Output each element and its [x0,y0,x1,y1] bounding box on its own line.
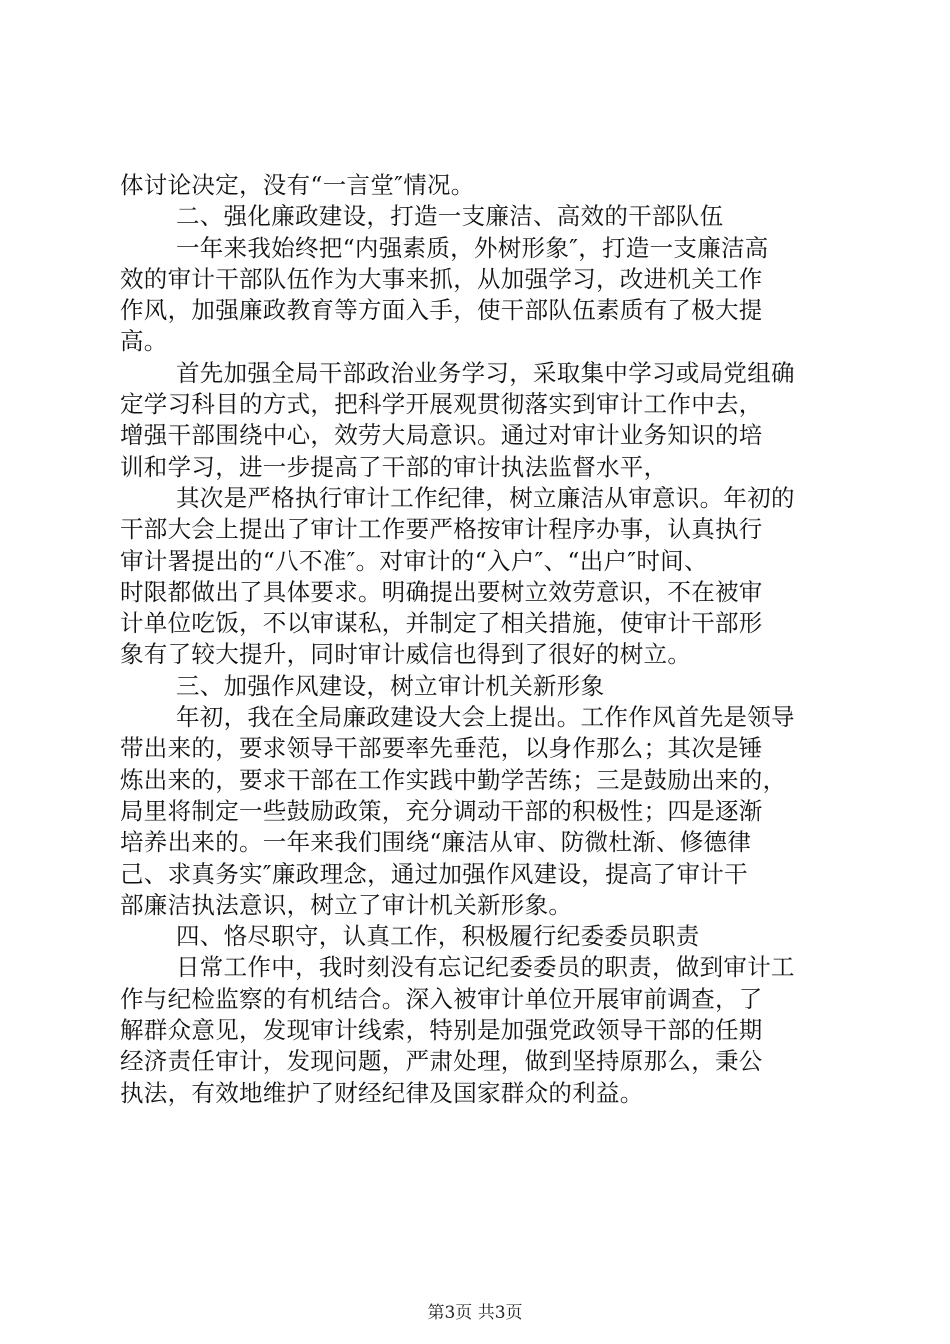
text-line: 其次是严格执行审计工作纪律，树立廉洁从审意识。年初的 [176,483,795,512]
text-line: 高。 [120,327,168,356]
section-heading: 三、加强作风建设，树立审计机关新形象 [176,671,605,700]
text-line: 干部大会上提出了审计工作要严格按审计程序办事，认真执行 [120,515,763,544]
document-body [120,170,840,1109]
text-line: 首先加强全局干部政治业务学习，采取集中学习或局党组确 [176,358,795,387]
section-heading: 四、恪尽职守，认真工作，积极履行纪委委员职责 [176,922,700,951]
text-line: 日常工作中，我时刻没有忘记纪委委员的职责，做到审计工 [176,953,795,982]
section-heading: 二、强化廉政建设，打造一支廉洁、高效的干部队伍 [176,202,724,231]
text-line: 计单位吃饭，不以审谋私，并制定了相关措施，使审计干部形 [120,609,763,638]
text-line: 炼出来的，要求干部在工作实践中勤学苦练；三是鼓励出来的， [120,765,787,794]
text-line: 年初，我在全局廉政建设大会上提出。工作作风首先是领导 [176,703,795,732]
text-line: 一年来我始终把“内强素质，外树形象″，打造一支廉洁高 [176,233,769,262]
text-line: 作风，加强廉政教育等方面入手，使干部队伍素质有了极大提 [120,296,763,325]
text-line: 时限都做出了具体要求。明确提出要树立效劳意识，不在被审 [120,577,763,606]
text-line: 带出来的，要求领导干部要率先垂范，以身作那么；其次是锤 [120,734,763,763]
text-line: 训和学习，进一步提高了干部的审计执法监督水平， [120,452,668,481]
text-line: 增强干部围绕中心，效劳大局意识。通过对审计业务知识的培 [120,421,763,450]
text-line: 效的审计干部队伍作为大事来抓，从加强学习，改进机关工作 [120,264,763,293]
text-line: 象有了较大提升，同时审计威信也得到了很好的树立。 [120,640,692,669]
text-line: 审计署提出的“八不准″。对审计的“入户″、“出户″时间、 [120,546,708,575]
text-line: 经济责任审计，发现问题，严肃处理，做到坚持原那么，秉公 [120,1047,763,1076]
text-line: 培养出来的。一年来我们围绕“廉洁从审、防微杜渐、修德律 [120,828,752,857]
text-line: 部廉洁执法意识，树立了审计机关新形象。 [120,890,573,919]
text-line: 作与纪检监察的有机结合。深入被审计单位开展审前调查，了 [120,984,763,1013]
text-line: 定学习科目的方式，把科学开展观贯彻落实到审计工作中去， [120,390,763,419]
text-line: 解群众意见，发现审计线索，特别是加强党政领导干部的任期 [120,1016,763,1045]
text-line: 己、求真务实″廉政理念，通过加强作风建设，提高了审计干 [120,859,748,888]
text-line: 体讨论决定，没有“一言堂″情况。 [120,171,475,199]
text-line: 局里将制定一些鼓励政策，充分调动干部的积极性；四是逐渐 [120,796,763,825]
page-number-footer: 第3页 共3页 [427,1303,523,1323]
text-line: 执法，有效地维护了财经纪律及国家群众的利益。 [120,1078,644,1107]
